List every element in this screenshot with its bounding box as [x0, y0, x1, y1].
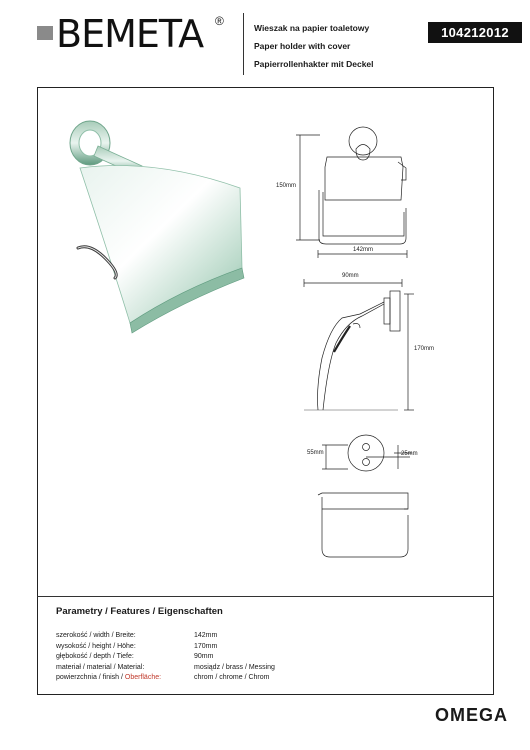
spec-value: 90mm — [194, 653, 214, 660]
top-offset-label: 25mm — [401, 451, 418, 457]
brand-logo: BEMETA — [56, 12, 204, 56]
title-german: Papierrollenhakter mit Deckel — [254, 59, 374, 69]
spec-value: 170mm — [194, 642, 218, 650]
product-titles — [254, 19, 374, 73]
header-divider — [243, 13, 244, 75]
spec-value: mosiądz / brass / Messing — [194, 663, 275, 671]
front-width-label: 142mm — [353, 247, 374, 253]
top-view-drawing — [300, 425, 440, 565]
spec-label: wysokość / height / Höhe: — [56, 642, 136, 650]
top-base-label: 55mm — [307, 450, 324, 456]
spec-row-material — [56, 663, 275, 674]
frame-divider — [37, 596, 494, 597]
features-heading: Parametry / Features / Eigenschaften — [56, 606, 223, 617]
spec-row-height — [56, 642, 275, 653]
spec-label — [56, 673, 194, 684]
spec-row-finish — [56, 673, 275, 684]
specs-table — [56, 631, 275, 684]
title-english: Paper holder with cover — [254, 41, 351, 51]
side-height-label: 170mm — [414, 346, 435, 352]
side-depth-label: 90mm — [342, 273, 359, 279]
spec-label: materiał / material / Material: — [56, 663, 145, 671]
spec-label: szerokość / width / Breite: — [56, 632, 136, 639]
series-name: OMEGA — [434, 705, 508, 725]
spec-value: 142mm — [194, 632, 218, 639]
title-polish: Wieszak na papier toaletowy — [254, 23, 370, 33]
spec-row-width — [56, 631, 275, 642]
logo-square — [37, 26, 53, 40]
registered-mark: ® — [215, 14, 224, 28]
product-code: 104212012 — [428, 22, 522, 43]
front-height-label: 150mm — [276, 183, 297, 189]
side-view-drawing — [290, 268, 440, 418]
spec-label-red: Oberfläche: — [124, 674, 162, 681]
front-view-drawing — [276, 120, 420, 260]
spec-row-depth — [56, 652, 275, 663]
spec-value: chrom / chrome / Chrom — [194, 674, 270, 681]
product-photo — [60, 108, 250, 333]
spec-label-plain: powierzchnia / finish / — [56, 674, 125, 681]
spec-label: głębokość / depth / Tiefe: — [56, 653, 134, 660]
